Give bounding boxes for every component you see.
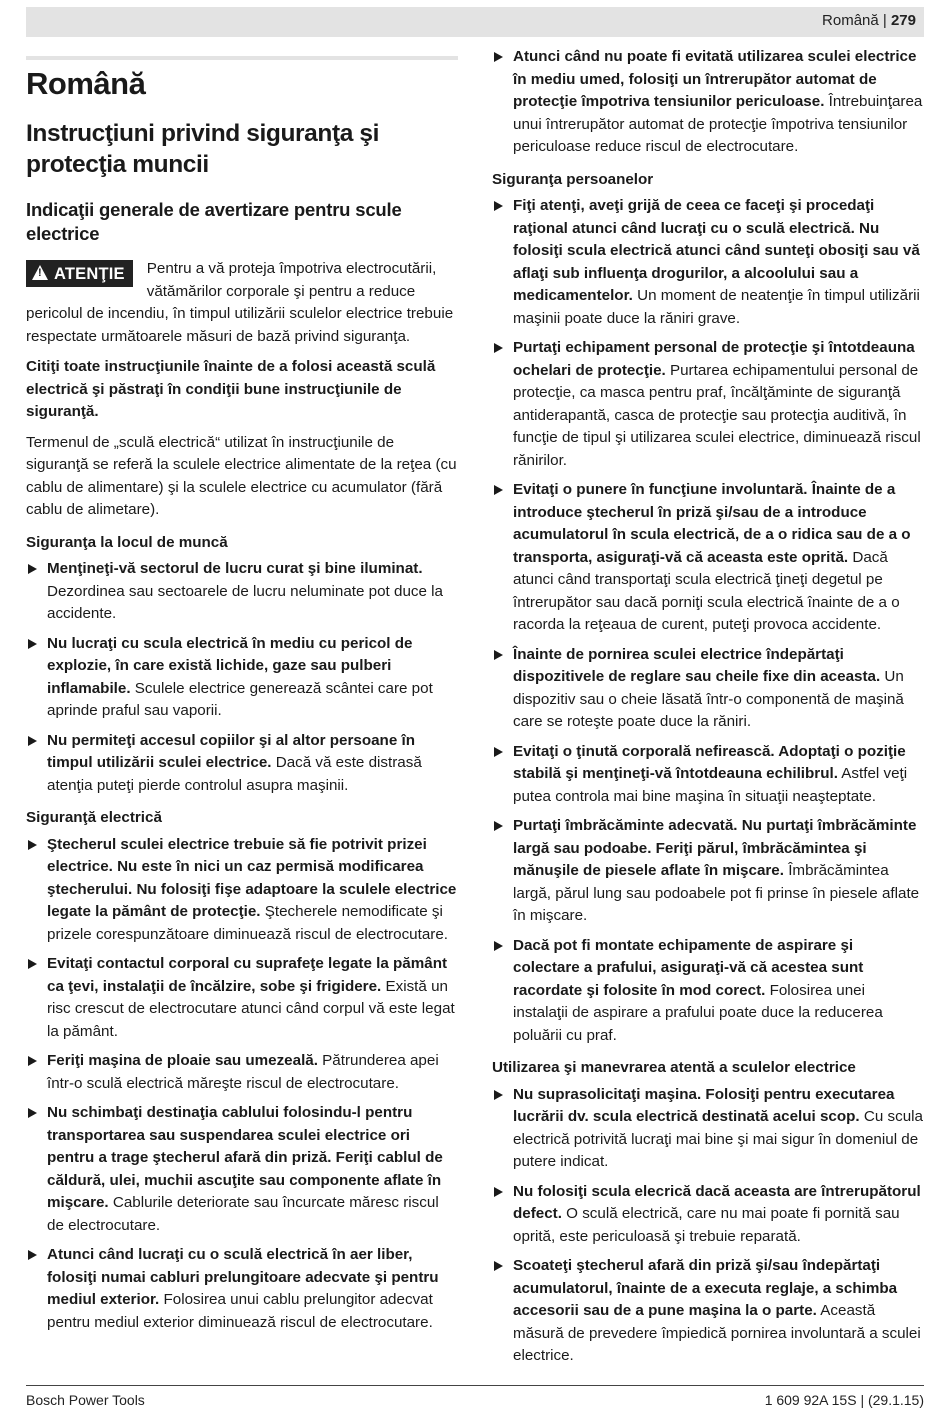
item-bold-text: Scoateţi ştecherul afară din priză şi/sau îndepărtaţi acumulatorul, înainte de a executa reglaje, a schimba accesorii sau de a pune maşina la o parte. xyxy=(513,1257,898,1319)
item-bold-text: Evitaţi o punere în funcţiune involuntară. Înainte de a introduce ştecherul în priză şi/sau de a introduce acumulatorul în scula electrică, de a o ridica sau de a o transporta, asiguraţi-vă că aceasta este oprită. xyxy=(513,481,911,566)
page-number: 279 xyxy=(890,12,916,29)
right-top-list xyxy=(492,46,924,159)
bullet-arrow-icon xyxy=(28,639,37,649)
item-bold-text: Purtaţi echipament personal de protecţie şi întotdeauna ochelari de protecţie. xyxy=(513,339,915,379)
term-definition: Termenul de „sculă electrică“ utilizat în instrucţiunile de siguranţă se referă la sculele electrice alimentate de la reţea (cu cablu de alimentare) şi la sculele electrice cu acumulator (fără cablu de alimetare). xyxy=(26,433,457,518)
section-list xyxy=(492,195,924,1047)
item-text: Folosirea unei instalaţii de aspirare a prafului poate duce la reducerea poluării cu praf. xyxy=(513,981,883,1044)
list-item xyxy=(492,46,924,159)
general-warnings-heading: Indicaţii generale de avertizare pentru scule electrice xyxy=(26,199,402,244)
list-item xyxy=(26,834,458,947)
bullet-arrow-icon xyxy=(494,821,503,831)
item-text: Purtarea echipamentului personal de protecţie, ca masca pentru praf, încălţăminte de siguranţă antiderapantă, casca de protecţie sau protecţia auditivă, în funcţie de tipul şi utilizarea sculei electrice, diminuează riscul rănirilor. xyxy=(513,361,921,469)
bullet-arrow-icon xyxy=(28,1250,37,1260)
warning-paragraph xyxy=(26,258,458,348)
item-bold-text: Înainte de pornirea sculei electrice îndepărtaţi dispozitivele de reglare sau cheile fixe din aceasta. xyxy=(513,645,881,685)
list-item xyxy=(492,1084,924,1174)
item-text: Astfel veţi putea controla mai bine maşina în situaţii neaşteptate. xyxy=(513,765,908,805)
item-bold-text: Purtaţi îmbrăcăminte adecvată. Nu purtaţi îmbrăcăminte largă sau podoabe. Feriţi părul, îmbrăcămintea şi mănuşile de piesele aflate în mişcare. xyxy=(513,817,917,879)
title-rule xyxy=(26,56,458,60)
bullet-arrow-icon xyxy=(494,747,503,757)
bullet-arrow-icon xyxy=(494,343,503,353)
bullet-arrow-icon xyxy=(28,564,37,574)
list-item xyxy=(492,815,924,928)
item-text: Îmbrăcămintea largă, părul lung sau podoabele pot fi prinse în piesele aflate în mişcare. xyxy=(513,862,920,924)
bullet-arrow-icon xyxy=(28,736,37,746)
list-item xyxy=(26,953,458,1043)
list-item xyxy=(26,633,458,723)
list-item xyxy=(492,195,924,330)
section-title: Utilizarea şi manevrarea atentă a sculelor electrice xyxy=(492,1059,856,1076)
section-list xyxy=(26,834,458,1335)
warning-label: ATENŢIE xyxy=(54,265,125,283)
list-item xyxy=(492,644,924,734)
item-text: Sculele electrice generează scântei care pot aprinde praful sau vaporii. xyxy=(47,679,433,719)
item-text: Dacă atunci când transportaţi scula electrică ţineţi degetul pe întrerupător sau dacă porniţi scula electrică înainte de a o racorda la reţeaua de curent, puteţi provoca accidente. xyxy=(513,548,900,633)
item-bold-text: Atunci când lucraţi cu o sculă electrică în aer liber, folosiţi numai cabluri prelungitoare adecvate şi pentru mediul exterior. xyxy=(47,1246,439,1308)
list-item xyxy=(26,1050,458,1095)
right-sections xyxy=(492,169,924,1368)
list-item xyxy=(26,1102,458,1237)
item-bold-text: Atunci când nu poate fi evitată utilizarea sculei electrice în mediu umed, folosiţi un întrerupător automat de protecţie împotriva tensiunilor periculoase. xyxy=(513,48,917,110)
item-bold-text: Nu suprasolicitaţi maşina. Folosiţi pentru executarea lucrării dv. scula electrică destinată acelui scop. xyxy=(513,1085,895,1125)
section-title: Siguranţa la locul de muncă xyxy=(26,533,228,551)
bullet-arrow-icon xyxy=(494,52,503,62)
section-title: Siguranţă electrică xyxy=(26,809,162,826)
safety-title: Instrucţiuni privind siguranţa şi protecţia muncii xyxy=(26,120,379,178)
list-item xyxy=(492,337,924,472)
list-item xyxy=(492,741,924,809)
header-section: Română xyxy=(822,12,879,29)
section-list xyxy=(26,558,458,797)
list-item xyxy=(26,1244,458,1334)
item-bold-text: Dacă pot fi montate echipamente de aspirare şi colectare a prafului, asiguraţi-vă că acestea sunt racordate şi folosite în mod corect. xyxy=(513,936,864,999)
right-column xyxy=(492,46,924,1375)
bullet-arrow-icon xyxy=(494,485,503,495)
item-text: Dezordinea sau sectoarele de lucru neluminate pot duce la accidente. xyxy=(47,582,443,622)
bullet-arrow-icon xyxy=(494,1090,503,1100)
item-bold-text: Ştecherul sculei electrice trebuie să fie potrivit prizei electrice. Nu este în nici un caz permisă modificarea ştecherului. Nu folosiţi fişe adaptoare la sculele electrice legate la pământ de protecţie. xyxy=(47,835,457,920)
item-text: Un dispozitiv sau o cheie lăsată într-o componentă de maşină care se roteşte poate duce la răniri. xyxy=(513,668,904,730)
page-title: Română xyxy=(26,66,146,101)
bullet-arrow-icon xyxy=(494,201,503,211)
page-header-bar xyxy=(26,7,924,37)
warning-text: Pentru a vă proteja împotriva electrocutării, vătămărilor corporale şi pentru a reduce pericolul de incendiu, în timpul utilizării sculelor electrice trebuie respectate următoarele măsuri de bază privind siguranţa. xyxy=(26,260,454,345)
section-list xyxy=(492,1084,924,1368)
list-item xyxy=(26,730,458,798)
item-text: Ştecherele nemodificate şi prizele corespunzătoare diminuează riscul de electrocutare. xyxy=(47,903,448,943)
item-bold-text: Fiţi atenţi, aveţi grijă de ceea ce faceţi şi procedaţi raţional atunci când lucraţi cu o sculă electrică. Nu folosiţi scula electrică atunci când sunteţi obosiţi sau vă aflaţi sub influenţa drogurilor, a alcoolului sau a medicamentelor. xyxy=(513,197,920,304)
item-bold-text: Menţineţi-vă sectorul de lucru curat şi bine iluminat. xyxy=(47,560,423,577)
item-text: Cablurile deteriorate sau încurcate măresc riscul de electrocutare. xyxy=(47,1194,439,1234)
item-text: Un moment de neatenţie în timpul utilizării maşinii poate duce la răniri grave. xyxy=(513,287,920,327)
page-header: Română | 279 xyxy=(822,12,916,29)
item-text: O sculă electrică, care nu mai poate fi pornită sau oprită, este periculoasă şi trebuie reparată. xyxy=(513,1205,900,1245)
bullet-arrow-icon xyxy=(28,840,37,850)
list-item xyxy=(492,1255,924,1368)
read-instructions: Citiţi toate instrucţiunile înainte de a folosi această sculă electrică şi păstraţi în condiţii bune instrucţiunile de siguranţă. xyxy=(26,358,436,420)
item-text: Această măsură de prevedere împiedică pornirea involuntară a sculei electrice. xyxy=(513,1302,921,1364)
footer-brand: Bosch Power Tools xyxy=(26,1392,145,1408)
bullet-arrow-icon xyxy=(494,941,503,951)
list-item xyxy=(26,558,458,626)
left-column xyxy=(26,48,458,1341)
item-text: Pătrunderea apei într-o sculă electrică măreşte riscul de electrocutare. xyxy=(47,1052,439,1092)
item-text: Dacă vă este distrasă atenţia puteţi pierde controlul asupra maşinii. xyxy=(47,754,422,794)
list-item xyxy=(492,479,924,637)
bullet-arrow-icon xyxy=(494,650,503,660)
bullet-arrow-icon xyxy=(494,1261,503,1271)
left-sections xyxy=(26,532,458,1335)
list-item xyxy=(492,1181,924,1249)
item-bold-text: Nu permiteţi accesul copiilor şi al altor persoane în timpul utilizării sculei electrice. xyxy=(47,731,415,771)
item-bold-text: Nu folosiţi scula elecrică dacă aceasta are întrerupătorul defect. xyxy=(513,1182,921,1222)
item-text: Folosirea unui cablu prelungitor adecvat pentru mediul exterior diminuează riscul de electrocutare. xyxy=(47,1291,433,1331)
list-item xyxy=(492,935,924,1048)
bullet-arrow-icon xyxy=(494,1187,503,1197)
item-bold-text: Feriţi maşina de ploaie sau umezeală. xyxy=(47,1052,318,1069)
bullet-arrow-icon xyxy=(28,959,37,969)
item-bold-text: Evitaţi o ţinută corporală nefirească. Adoptaţi o poziţie stabilă şi menţineţi-vă întotdeauna echilibrul. xyxy=(513,742,906,782)
bullet-arrow-icon xyxy=(28,1056,37,1066)
item-bold-text: Evitaţi contactul corporal cu suprafeţe legate la pământ ca ţevi, instalaţii de încălzire, sobe şi frigidere. xyxy=(47,955,448,995)
warning-triangle-icon xyxy=(32,265,48,280)
footer-code: 1 609 92A 15S | (29.1.15) xyxy=(764,1392,924,1408)
item-text: Există un risc crescut de electrocutare atunci când corpul vă este legat la pământ. xyxy=(47,977,455,1040)
item-text: Întrebuinţarea unui întrerupător automat de protecţie împotriva tensiunilor periculoase reduce riscul de electrocutare. xyxy=(513,93,923,155)
warning-badge xyxy=(26,260,133,287)
page-footer xyxy=(26,1385,924,1408)
item-text: Cu scula electrică potrivită lucraţi mai bine şi mai sigur în domeniul de putere indicat. xyxy=(513,1108,923,1170)
item-bold-text: Nu lucraţi cu scula electrică în mediu cu pericol de explozie, în care există lichide, gaze sau pulberi inflamabile. xyxy=(47,634,413,697)
bullet-arrow-icon xyxy=(28,1108,37,1118)
section-title: Siguranţa persoanelor xyxy=(492,170,654,188)
item-bold-text: Nu schimbaţi destinaţia cablului folosindu-l pentru transportarea sau suspendarea sculei electrice ori pentru a trage ştecherul afară din priză. Feriţi cablul de căldură, ulei, muchii ascuţite sau componente aflate în mişcare. xyxy=(47,1104,443,1211)
